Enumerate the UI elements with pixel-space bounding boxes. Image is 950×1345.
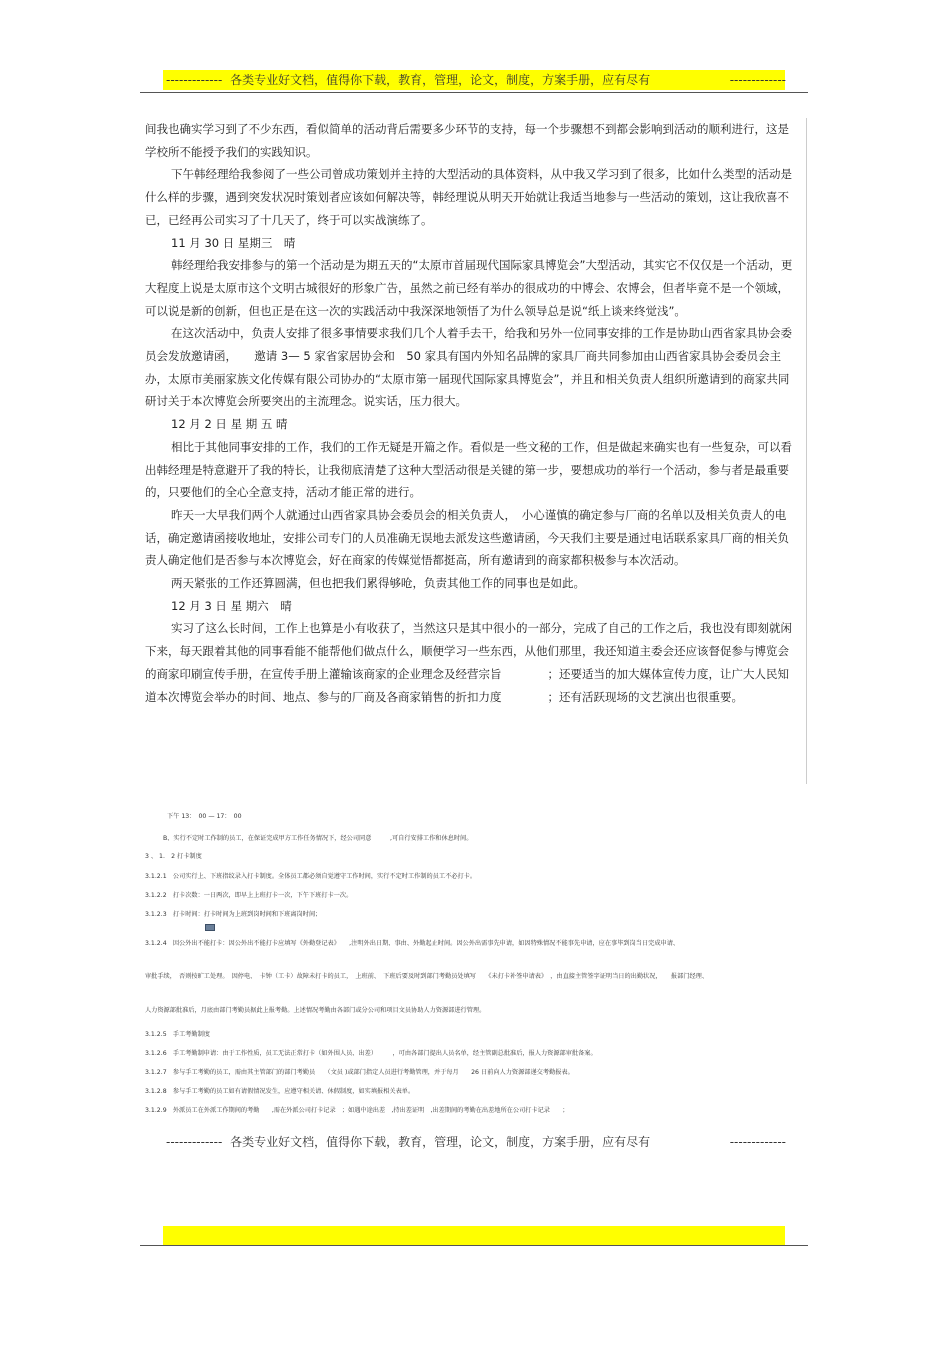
paragraph: 实习了这么长时间，工作上也算是小有收获了，当然这只是其中很小的一部分，完成了自己的工作之后，我也没有即刻就闲下来，每天跟着其他的同事看能不能帮他们做点什么，顺便学习一些东西，从他们那里，我还知道主委会还应该督促参与博览会的商家印刷宣传手册，在宣传手册上灌输该商家的企业理念及经营宗旨 ；还要适当的加大媒体宣传力度，让广大人民知道本次博览会举办的时间、地点、参与的厂商及各商家销售的折扣力度 ；还有活跃现场的文艺演出也很重要。 [145, 621, 792, 704]
footer-highlight-bar [163, 1226, 785, 1245]
paragraph: 两天紧张的工作还算圆满，但也把我们累得够呛，负责其他工作的同事也是如此。 [171, 576, 585, 591]
footer-divider [140, 1245, 808, 1246]
diary-article [145, 118, 800, 708]
policy-line: 3.1.2.6 手工考勤制申请：由于工作性质，员工无法正常打卡（如外围人员、出差） ，可由各部门提出人员名单，经主管副总批准后，报人力资源部审批备案。 [145, 1050, 597, 1057]
paragraph: 下午韩经理给我参阅了一些公司曾成功策划并主持的大型活动的具体资料，从中我又学习到了很多，比如什么类型的活动是什么样的步骤，遇到突发状况时策划者应该如何解决等，韩经理说从明天开始就让我适当地参与一些活动的策划，这让我欣喜不已，已经再公司实习了十几天了，终于可以实战演练了。 [145, 167, 792, 227]
paragraph: 间我也确实学习到了不少东西，看似简单的活动背后需要多少环节的支持，每一个步骤想不到都会影响到活动的顺利进行，这是学校所不能授予我们的实践知识。 [145, 122, 789, 159]
policy-heading: 3.1.2.5 手工考勤制度 [145, 1031, 210, 1038]
inline-image-icon [205, 924, 215, 931]
policy-line: 3.1.2.7 参与手工考勤的员工，需由其主管部门的部门考勤员 （文员 )或部门指定人员进行考勤管理，并于每月 26 日前向人力资源部递交考勤报表。 [145, 1069, 574, 1076]
policy-line: 3.1.2.9 外派员工在外派工作期间的考勤 ,需在外派公司打卡记录 ；如遇中途出差 ,持出差证明 ,出差期间的考勤在出差地所在公司打卡记录 ； [145, 1107, 569, 1114]
policy-line: 下午 13： 00 — 17： 00 [167, 813, 242, 820]
page-footer [166, 1133, 786, 1151]
policy-line: 审批手续， 否则按旷工处理。 因停电、 卡钟（工卡）故障未打卡的员工， 上班前、 下班后要及时到部门考勤员处填写 《未打卡补签申请表》 ，由直接主管签字证明当日的出勤状况， 报部门经理、 [145, 973, 709, 980]
header-left-dashes: ------------- [166, 73, 223, 87]
header-right-dashes: ------------- [729, 73, 786, 87]
page-header [166, 71, 786, 89]
policy-line: 3.1.2.1 公司实行上、下班指纹录入打卡制度。全体员工都必须自觉遵守工作时间，实行不定时工作制的员工不必打卡。 [145, 873, 477, 880]
policy-line: 3.1.2.4 因公外出不能打卡：因公外出不能打卡应填写《外勤登记表》 ,注明外出日期、事由、外勤起止时间。因公外出需事先申请，如因特殊情况不能事先申请，应在事毕到岗当日完成申请、 [145, 940, 680, 947]
paragraph: 相比于其他同事安排的工作，我们的工作无疑是开篇之作。看似是一些文秘的工作，但是做起来确实也有一些复杂，可以看出韩经理是特意避开了我的特长，让我彻底清楚了这种大型活动很是关键的第一步，要想成功的举行一个活动，参与者是最重要的，只要他们的全心全意支持，活动才能正常的进行。 [145, 439, 792, 500]
policy-line: 3.1.2.2 打卡次数：一日两次，即早上上班打卡一次，下午下班打卡一次。 [145, 892, 353, 899]
margin-rule [806, 118, 807, 784]
policy-heading: 3 、 1. 2 打卡制度 [145, 853, 202, 860]
diary-date: 11 月 30 日 星期三 晴 [171, 235, 296, 250]
paragraph: 在这次活动中，负责人安排了很多事情要求我们几个人着手去干，给我和另外一位同事安排的工作是协助山西省家具协会委员会发放邀请函， 邀请 3— 5 家省家居协会和 50 家具有国内外知名品牌的家具厂商共同参加由山西省家具协会委员会主办，太原市美丽家族文化传媒有限公司协办的“太原市第一届现代国际家具博览会”，并且和相关负责人组织所邀请到的商家共同研讨关于本次博览会所要突出的主流理念。说实话，压力很大。 [145, 326, 792, 409]
footer-right-dashes: ------------- [729, 1135, 786, 1149]
paragraph: 昨天一大早我们两个人就通过山西省家具协会委员会的相关负责人， 小心谨慎的确定参与厂商的名单以及相关负责人的电话，确定邀请函接收地址，安排公司专门的人员准确无误地去派发这些邀请函，今天我们主要是通过电话联系家具厂商的相关负责人确定他们是否参与本次博览会，好在商家的传媒觉悟都挺高，所有邀请到的商家都积极参与本次活动。 [145, 507, 789, 568]
diary-date: 12 月 3 日 星 期六 晴 [171, 598, 292, 613]
header-divider [140, 92, 808, 93]
policy-line: 人力资源部批准后，月底由部门考勤员据此上报考勤。上述情况考勤由各部门或分公司和项目文员协助人力资源部进行管理。 [145, 1007, 486, 1014]
diary-date: 12 月 2 日 星 期 五 晴 [171, 417, 288, 432]
footer-left-dashes: ------------- [166, 1135, 223, 1149]
footer-slogan: 各类专业好文档，值得你下载，教育，管理，论文，制度，方案手册，应有尽有 [230, 1135, 651, 1149]
policy-line: 3.1.2.8 参与手工考勤的员工如有请假情况发生，应遵守相关请、休假制度，如实填报相关表单。 [145, 1088, 415, 1095]
header-slogan: 各类专业好文档，值得你下载，教育，管理，论文，制度，方案手册，应有尽有 [230, 73, 651, 87]
policy-line: B、实行不定时工作制的员工，在保证完成甲方工作任务情况下，经公司同意 ,可自行安排工作和休息时间。 [163, 835, 473, 842]
paragraph: 韩经理给我安排参与的第一个活动是为期五天的“太原市首届现代国际家具博览会”大型活动，其实它不仅仅是一个活动，更大程度上说是太原市这个文明古城很好的形象广告，虽然之前已经有举办的很成功的中博会、农博会，但者毕竟不是一个领域，可以说是新的创新，但也正是在这一次的实践活动中我深深地领悟了为什么领导总是说“纸上谈来终觉浅”。 [145, 258, 793, 318]
policy-line: 3.1.2.3 打卡时间：打卡时间为上班到岗时间和下班离岗时间； [145, 911, 322, 918]
